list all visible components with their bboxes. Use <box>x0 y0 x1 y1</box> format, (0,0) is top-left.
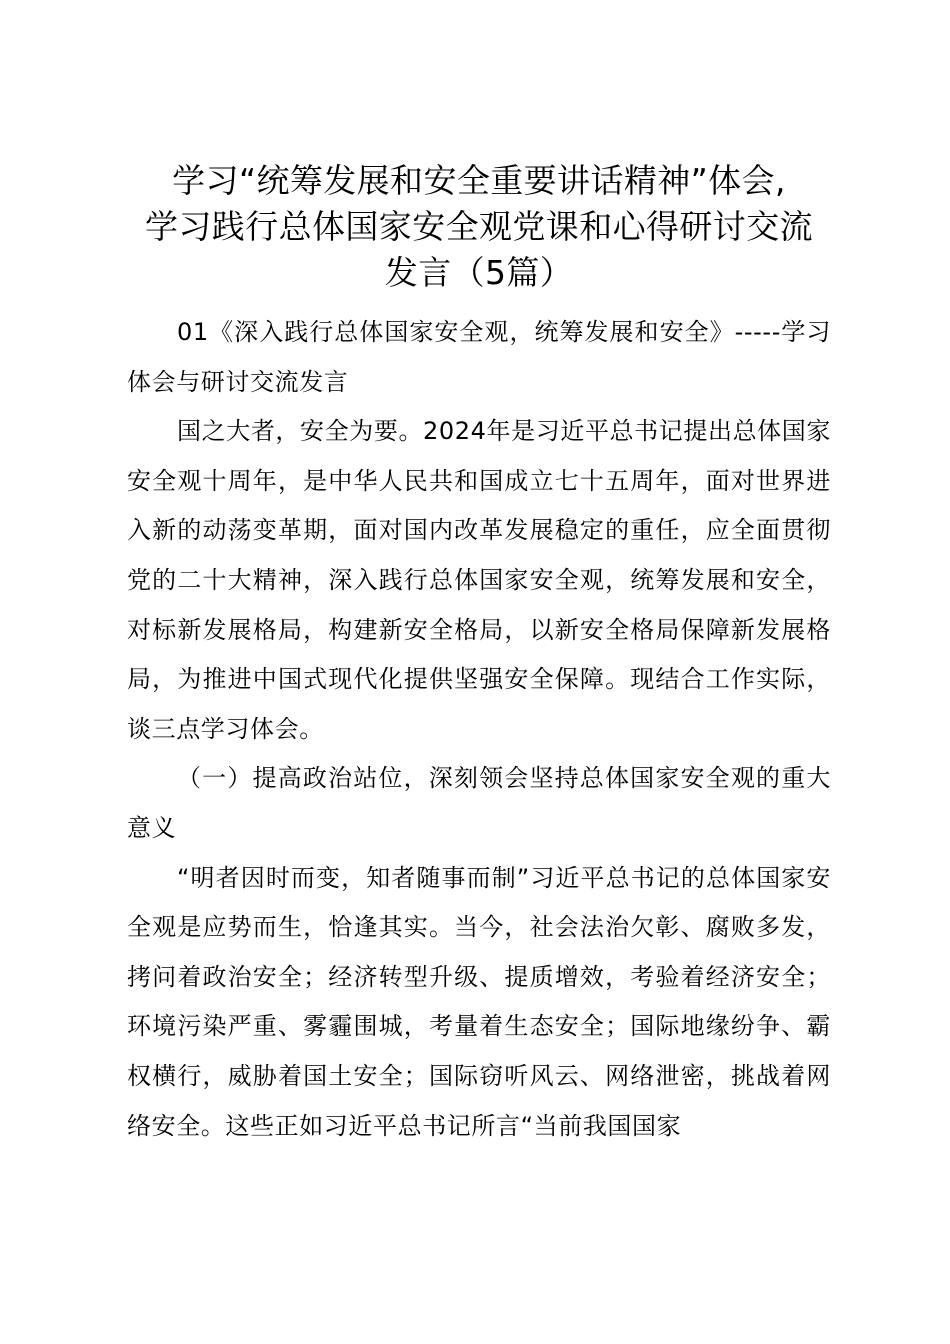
body-paragraph: “明者因时而变，知者随事而制”习近平总书记的总体国家安全观是应势而生，恰逢其实。当今，社会法治欠彰、腐败多发，拷问着政治安全；经济转型升级、提质增效，考验着经济安全；环境污染严重、雾霾围城，考量着生态安全；国际地缘纷争、霸权横行，威胁着国土安全；国际窃听风云、网络泄密，挑战着网络安全。这些正如习近平总书记所言“当前我国国家 <box>127 863 831 1140</box>
title-line-1: 学习“统筹发展和安全重要讲话精神”体会, <box>172 161 786 200</box>
article-heading: 01《深入践行总体国家安全观，统筹发展和安全》-----学习体会与研讨交流发言 <box>127 318 831 396</box>
section-heading: （一）提高政治站位，深刻领会坚持总体国家安全观的重大意义 <box>127 764 831 842</box>
body-paragraph: 国之大者，安全为要。2024年是习近平总书记提出总体国家安全观十周年，是中华人民共和国成立七十五周年，面对世界进入新的动荡变革期，面对国内改革发展稳定的重任，应全面贯彻党的二十大精神，深入践行总体国家安全观，统筹发展和安全，对标新发展格局，构建新安全格局，以新安全格局保障新发展格局，为推进中国式现代化提供坚强安全保障。现结合工作实际，谈三点学习体会。 <box>127 417 831 743</box>
page-content <box>127 0 831 1151</box>
title-line-3: 发言（5篇） <box>384 253 574 292</box>
document-title <box>127 0 831 296</box>
document-body <box>127 308 831 1151</box>
title-line-2: 学习践行总体国家安全观党课和心得研讨交流 <box>145 207 813 246</box>
